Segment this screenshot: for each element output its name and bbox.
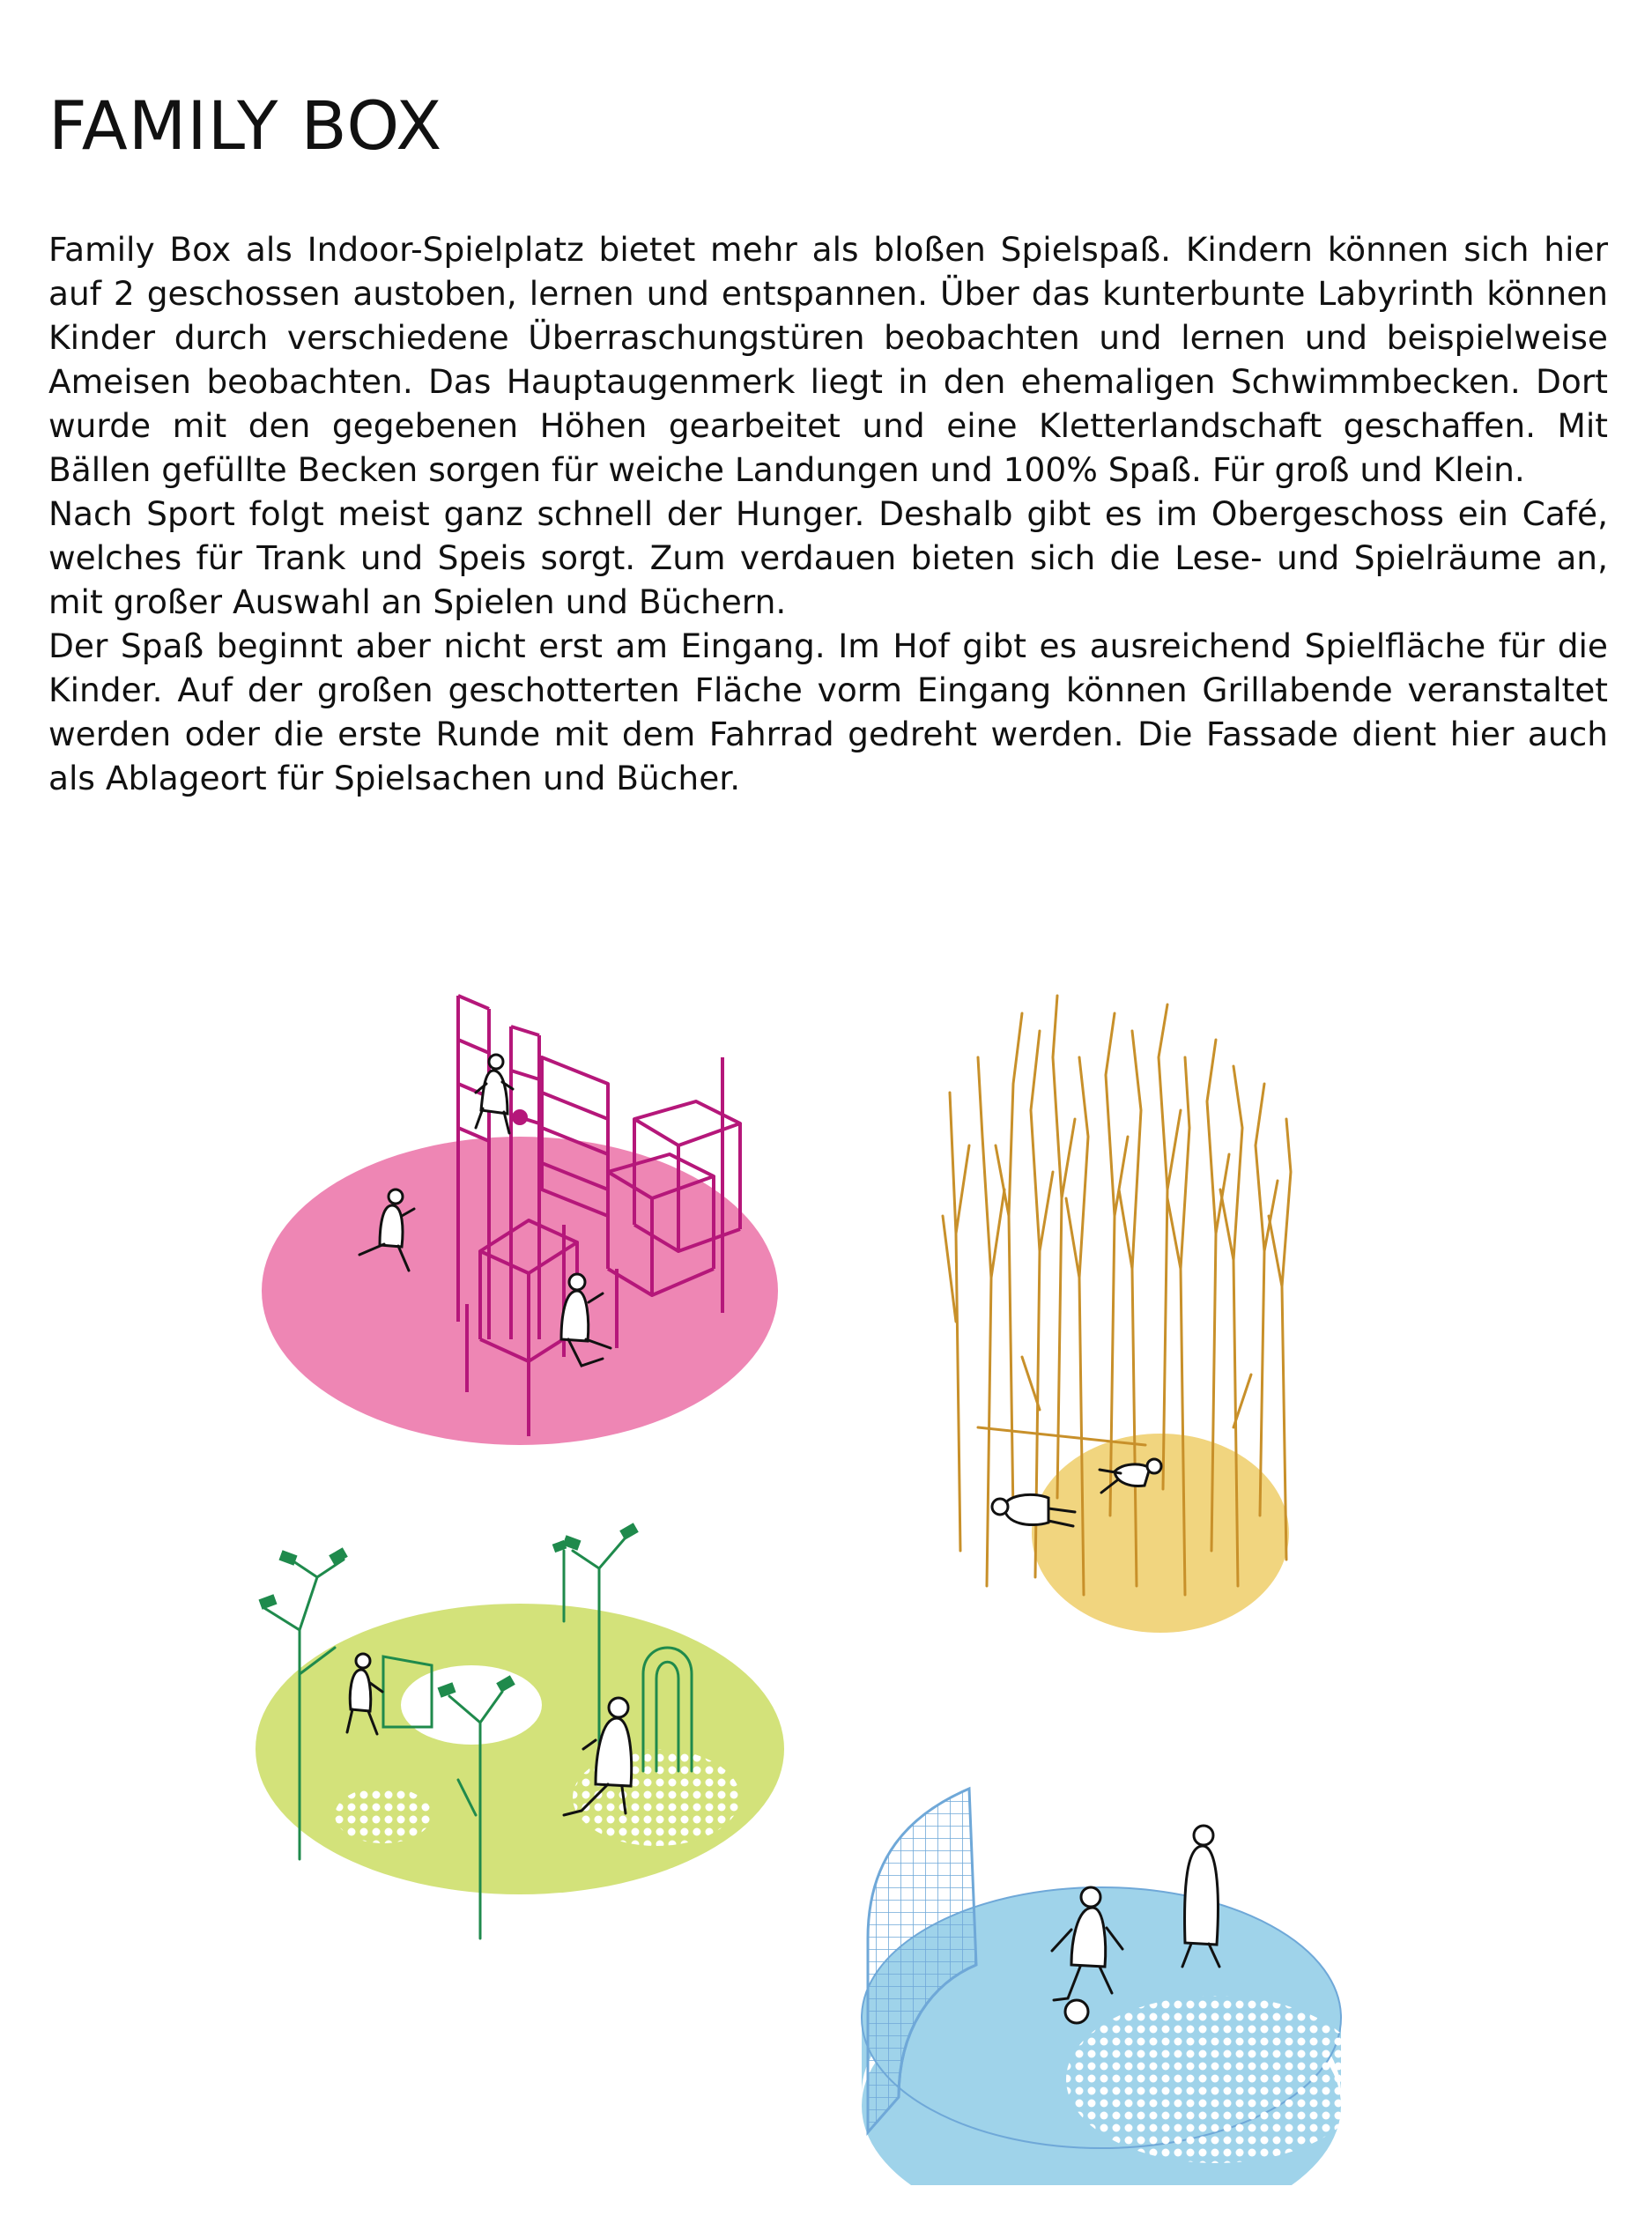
page-title: FAMILY BOX — [48, 86, 443, 165]
pink-disc — [262, 1137, 778, 1445]
paragraph-2: Nach Sport folgt meist ganz schnell der Hunger. Deshalb gibt es im Obergeschoss ein Café, welches für Trank und Speis sorgt. Zum verdauen bieten sich die Lese- und Spielräume an, mit großer Auswahl an Spielen und Büchern. — [48, 494, 1608, 621]
green-hole — [401, 1665, 542, 1745]
forest-illustration — [943, 996, 1291, 1633]
illustrations — [0, 952, 1652, 2185]
garden-illustration — [256, 1523, 784, 1938]
paragraph-1: Family Box als Indoor-Spielplatz bietet mehr als bloßen Spielspaß. Kindern können sich hier auf 2 geschossen austoben, lernen und entspannen. Über das kunterbunte Labyrinth können Kinder durch verschiedene Überraschungstüren beobachten und lernen und beispielweise Ameisen beobachten. Das Hauptaugenmerk liegt in den ehemaligen Schwimmbecken. Dort wurde mit den gegebenen Höhen gearbeitet und eine Kletterlandschaft geschaffen. Mit Bällen gefüllte Becken sorgen für weiche Landungen und 100% Spaß. Für groß und Klein. — [48, 230, 1608, 489]
paragraph-3: Der Spaß beginnt aber nicht erst am Eingang. Im Hof gibt es ausreichend Spielfläche für die Kinder. Auf der großen geschotterten Fläche vorm Eingang können Grillabende veranstaltet werden oder die erste Runde mit dem Fahrrad gedreht werden. Die Fassade dient hier auch als Ablageort für Spielsachen und Bücher. — [48, 626, 1608, 797]
climbing-frame-illustration — [262, 996, 778, 1445]
body-text — [48, 227, 1608, 800]
ball-court-illustration — [862, 1789, 1366, 2185]
